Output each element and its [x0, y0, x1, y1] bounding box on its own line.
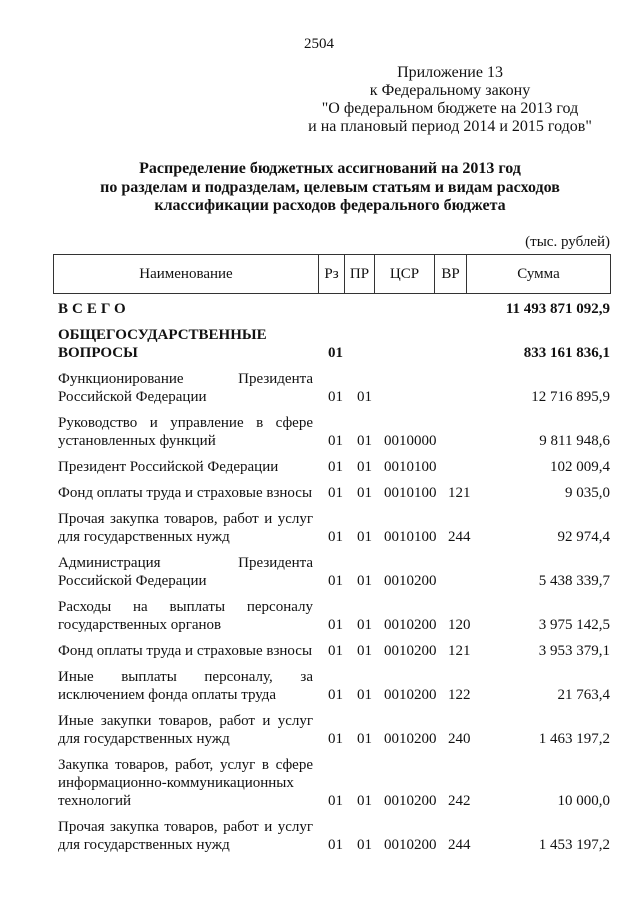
title-line: Распределение бюджетных ассигнований на 2013 год	[139, 160, 521, 177]
row-csr: 0010200	[384, 837, 437, 853]
row-sum: 3 953 379,1	[538, 643, 610, 659]
row-name: Расходы на выплаты персоналу государственных органов	[58, 599, 313, 633]
row-rz: 01	[328, 837, 343, 853]
row-name: ВСЕГО	[58, 301, 130, 317]
row-csr: 0010000	[384, 433, 437, 449]
table-row	[58, 554, 610, 590]
row-vr: 120	[448, 617, 471, 633]
row-csr: 0010200	[384, 573, 437, 589]
row-rz: 01	[328, 433, 343, 449]
row-sum: 1 453 197,2	[538, 837, 610, 853]
row-csr: 0010100	[384, 485, 437, 501]
header-vr: ВР	[435, 255, 467, 293]
table-row	[58, 510, 610, 546]
row-pr: 01	[357, 837, 372, 853]
row-name: Администрация Президента Российской Федерации	[58, 555, 313, 589]
header-name: Наименование	[54, 255, 319, 293]
header-sum: Сумма	[517, 265, 560, 282]
row-name: Прочая закупка товаров, работ и услуг для государственных нужд	[58, 511, 313, 545]
row-csr: 0010100	[384, 529, 437, 545]
document-title	[40, 160, 620, 216]
row-name: Иные выплаты персоналу, за исключением фонда оплаты труда	[58, 669, 313, 703]
table-body	[58, 300, 610, 862]
row-name: Иные закупки товаров, работ и услуг для государственных нужд	[58, 713, 313, 747]
row-vr: 244	[448, 529, 471, 545]
table-row	[58, 818, 610, 854]
row-csr: 0010100	[384, 459, 437, 475]
row-name: ОБЩЕГОСУДАРСТВЕННЫЕ ВОПРОСЫ	[58, 327, 267, 361]
appendix-line: к Федеральному закону	[369, 82, 531, 99]
table-row-total	[58, 300, 610, 318]
table-row	[58, 712, 610, 748]
row-sum: 9 035,0	[565, 485, 610, 501]
row-sum: 9 811 948,6	[539, 433, 610, 449]
row-name: Руководство и управление в сфере установленных функций	[58, 415, 313, 449]
row-rz: 01	[328, 793, 343, 809]
row-vr: 121	[448, 643, 471, 659]
row-csr: 0010200	[384, 617, 437, 633]
row-pr: 01	[357, 433, 372, 449]
row-sum: 5 438 339,7	[538, 573, 610, 589]
row-sum: 92 974,4	[557, 529, 610, 545]
row-csr: 0010200	[384, 687, 437, 703]
row-rz: 01	[328, 731, 343, 747]
row-pr: 01	[357, 793, 372, 809]
row-pr: 01	[357, 617, 372, 633]
row-name: Функционирование Президента Российской Федерации	[58, 371, 313, 405]
table-row	[58, 326, 610, 362]
row-vr: 240	[448, 731, 471, 747]
row-pr: 01	[357, 529, 372, 545]
row-csr: 0010200	[384, 793, 437, 809]
table-row	[58, 414, 610, 450]
row-pr: 01	[357, 687, 372, 703]
appendix-line: Приложение 13	[397, 64, 503, 81]
title-line: классификации расходов федерального бюджета	[154, 197, 506, 214]
row-pr: 01	[357, 459, 372, 475]
header-rz: Рз	[319, 255, 345, 293]
row-sum: 12 716 895,9	[531, 389, 610, 405]
header-pr: ПР	[345, 255, 375, 293]
row-rz: 01	[328, 529, 343, 545]
row-sum: 21 763,4	[557, 687, 610, 703]
table-row	[58, 484, 610, 502]
table-row	[58, 642, 610, 660]
row-sum: 10 000,0	[557, 793, 610, 809]
row-sum: 102 009,4	[550, 459, 610, 475]
row-vr: 121	[448, 485, 471, 501]
row-vr: 244	[448, 837, 471, 853]
table-row	[58, 756, 610, 810]
appendix-reference	[290, 64, 610, 136]
row-pr: 01	[357, 643, 372, 659]
row-rz: 01	[328, 345, 343, 361]
row-name: Прочая закупка товаров, работ и услуг для государственных нужд	[58, 819, 313, 853]
row-rz: 01	[328, 389, 343, 405]
row-pr: 01	[357, 485, 372, 501]
row-name: Фонд оплаты труда и страховые взносы	[58, 485, 313, 501]
table-row	[58, 668, 610, 704]
row-pr: 01	[357, 389, 372, 405]
header-csr: ЦСР	[375, 255, 435, 293]
row-sum: 1 463 197,2	[538, 731, 610, 747]
table-row	[58, 598, 610, 634]
row-sum: 3 975 142,5	[538, 617, 610, 633]
row-name: Фонд оплаты труда и страховые взносы	[58, 643, 313, 659]
row-pr: 01	[357, 573, 372, 589]
row-sum: 833 161 836,1	[523, 345, 610, 361]
units-label: (тыс. рублей)	[525, 234, 610, 250]
row-rz: 01	[328, 617, 343, 633]
row-name: Закупка товаров, работ, услуг в сфере информационно-коммуникационных технологий	[58, 757, 313, 809]
row-rz: 01	[328, 573, 343, 589]
row-vr: 242	[448, 793, 471, 809]
table-row	[58, 370, 610, 406]
row-name: Президент Российской Федерации	[58, 459, 279, 475]
row-pr: 01	[357, 731, 372, 747]
table-row	[58, 458, 610, 476]
row-csr: 0010200	[384, 731, 437, 747]
appendix-line: "О федеральном бюджете на 2013 год	[321, 100, 579, 117]
row-rz: 01	[328, 459, 343, 475]
appendix-line: и на плановый период 2014 и 2015 годов"	[308, 118, 592, 135]
row-sum: 11 493 871 092,9	[505, 301, 610, 317]
row-rz: 01	[328, 687, 343, 703]
page-number: 2504	[304, 36, 334, 52]
row-rz: 01	[328, 485, 343, 501]
row-csr: 0010200	[384, 643, 437, 659]
title-line: по разделам и подразделам, целевым статьям и видам расходов	[100, 178, 560, 196]
table-header	[53, 254, 611, 294]
row-rz: 01	[328, 643, 343, 659]
row-vr: 122	[448, 687, 471, 703]
